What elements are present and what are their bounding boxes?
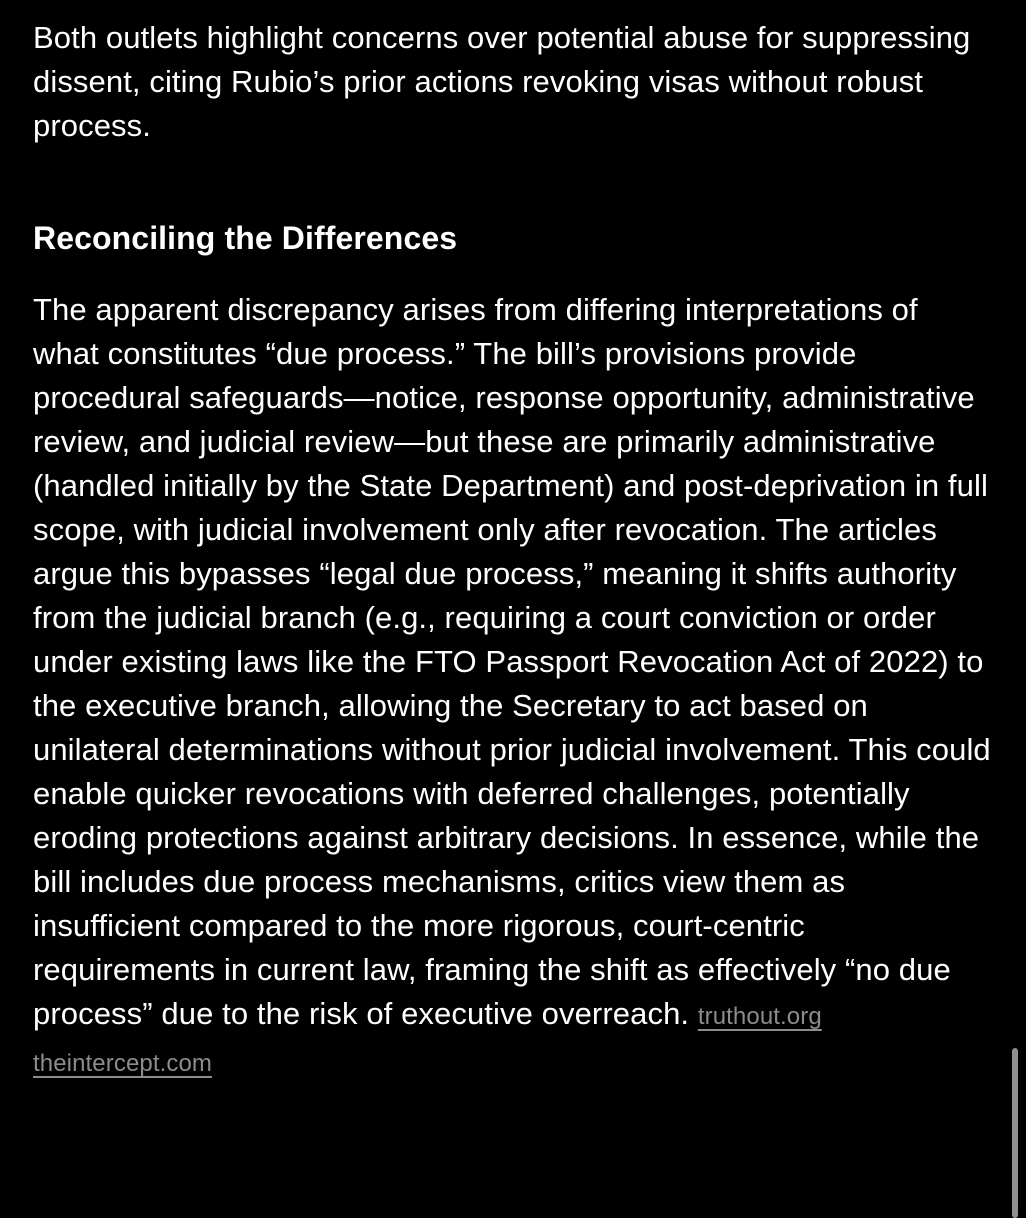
section-heading: Reconciling the Differences <box>33 220 458 256</box>
paragraph-intro: Both outlets highlight concerns over potential abuse for suppressing dissent, citing Rubio’s prior actions revoking visas without robust process. <box>33 20 971 143</box>
citation-link-theintercept[interactable]: theintercept.com <box>33 1050 213 1077</box>
paragraph-body-text: The apparent discrepancy arises from differing interpretations of what constitutes “due process.” The bill’s provisions provide procedural safeguards—notice, response opportunity, administrative review, and judicial review—but these are primarily administrative (handled initially by the State Department) and post-deprivation in full scope, with judicial involvement only after revocation. The articles argue this bypasses “legal due process,” meaning it shifts authority from the judicial branch (e.g., requiring a court conviction or order under existing laws like the FTO Passport Revocation Act of 2022) to the executive branch, allowing the Secretary to act based on unilateral determinations without prior judicial involvement. This could enable quicker revocations with deferred challenges, potentially eroding protections against arbitrary decisions. In essence, while the bill includes due process mechanisms, critics view them as insufficient compared to the more rigorous, court-centric requirements in current law, framing the shift as effectively “no due process” due to the risk of executive overreach. <box>33 292 991 1031</box>
citation-link-truthout[interactable]: truthout.org <box>697 1003 822 1030</box>
scrollbar-thumb[interactable] <box>1012 1048 1018 1218</box>
paragraph-body <box>33 288 992 1086</box>
